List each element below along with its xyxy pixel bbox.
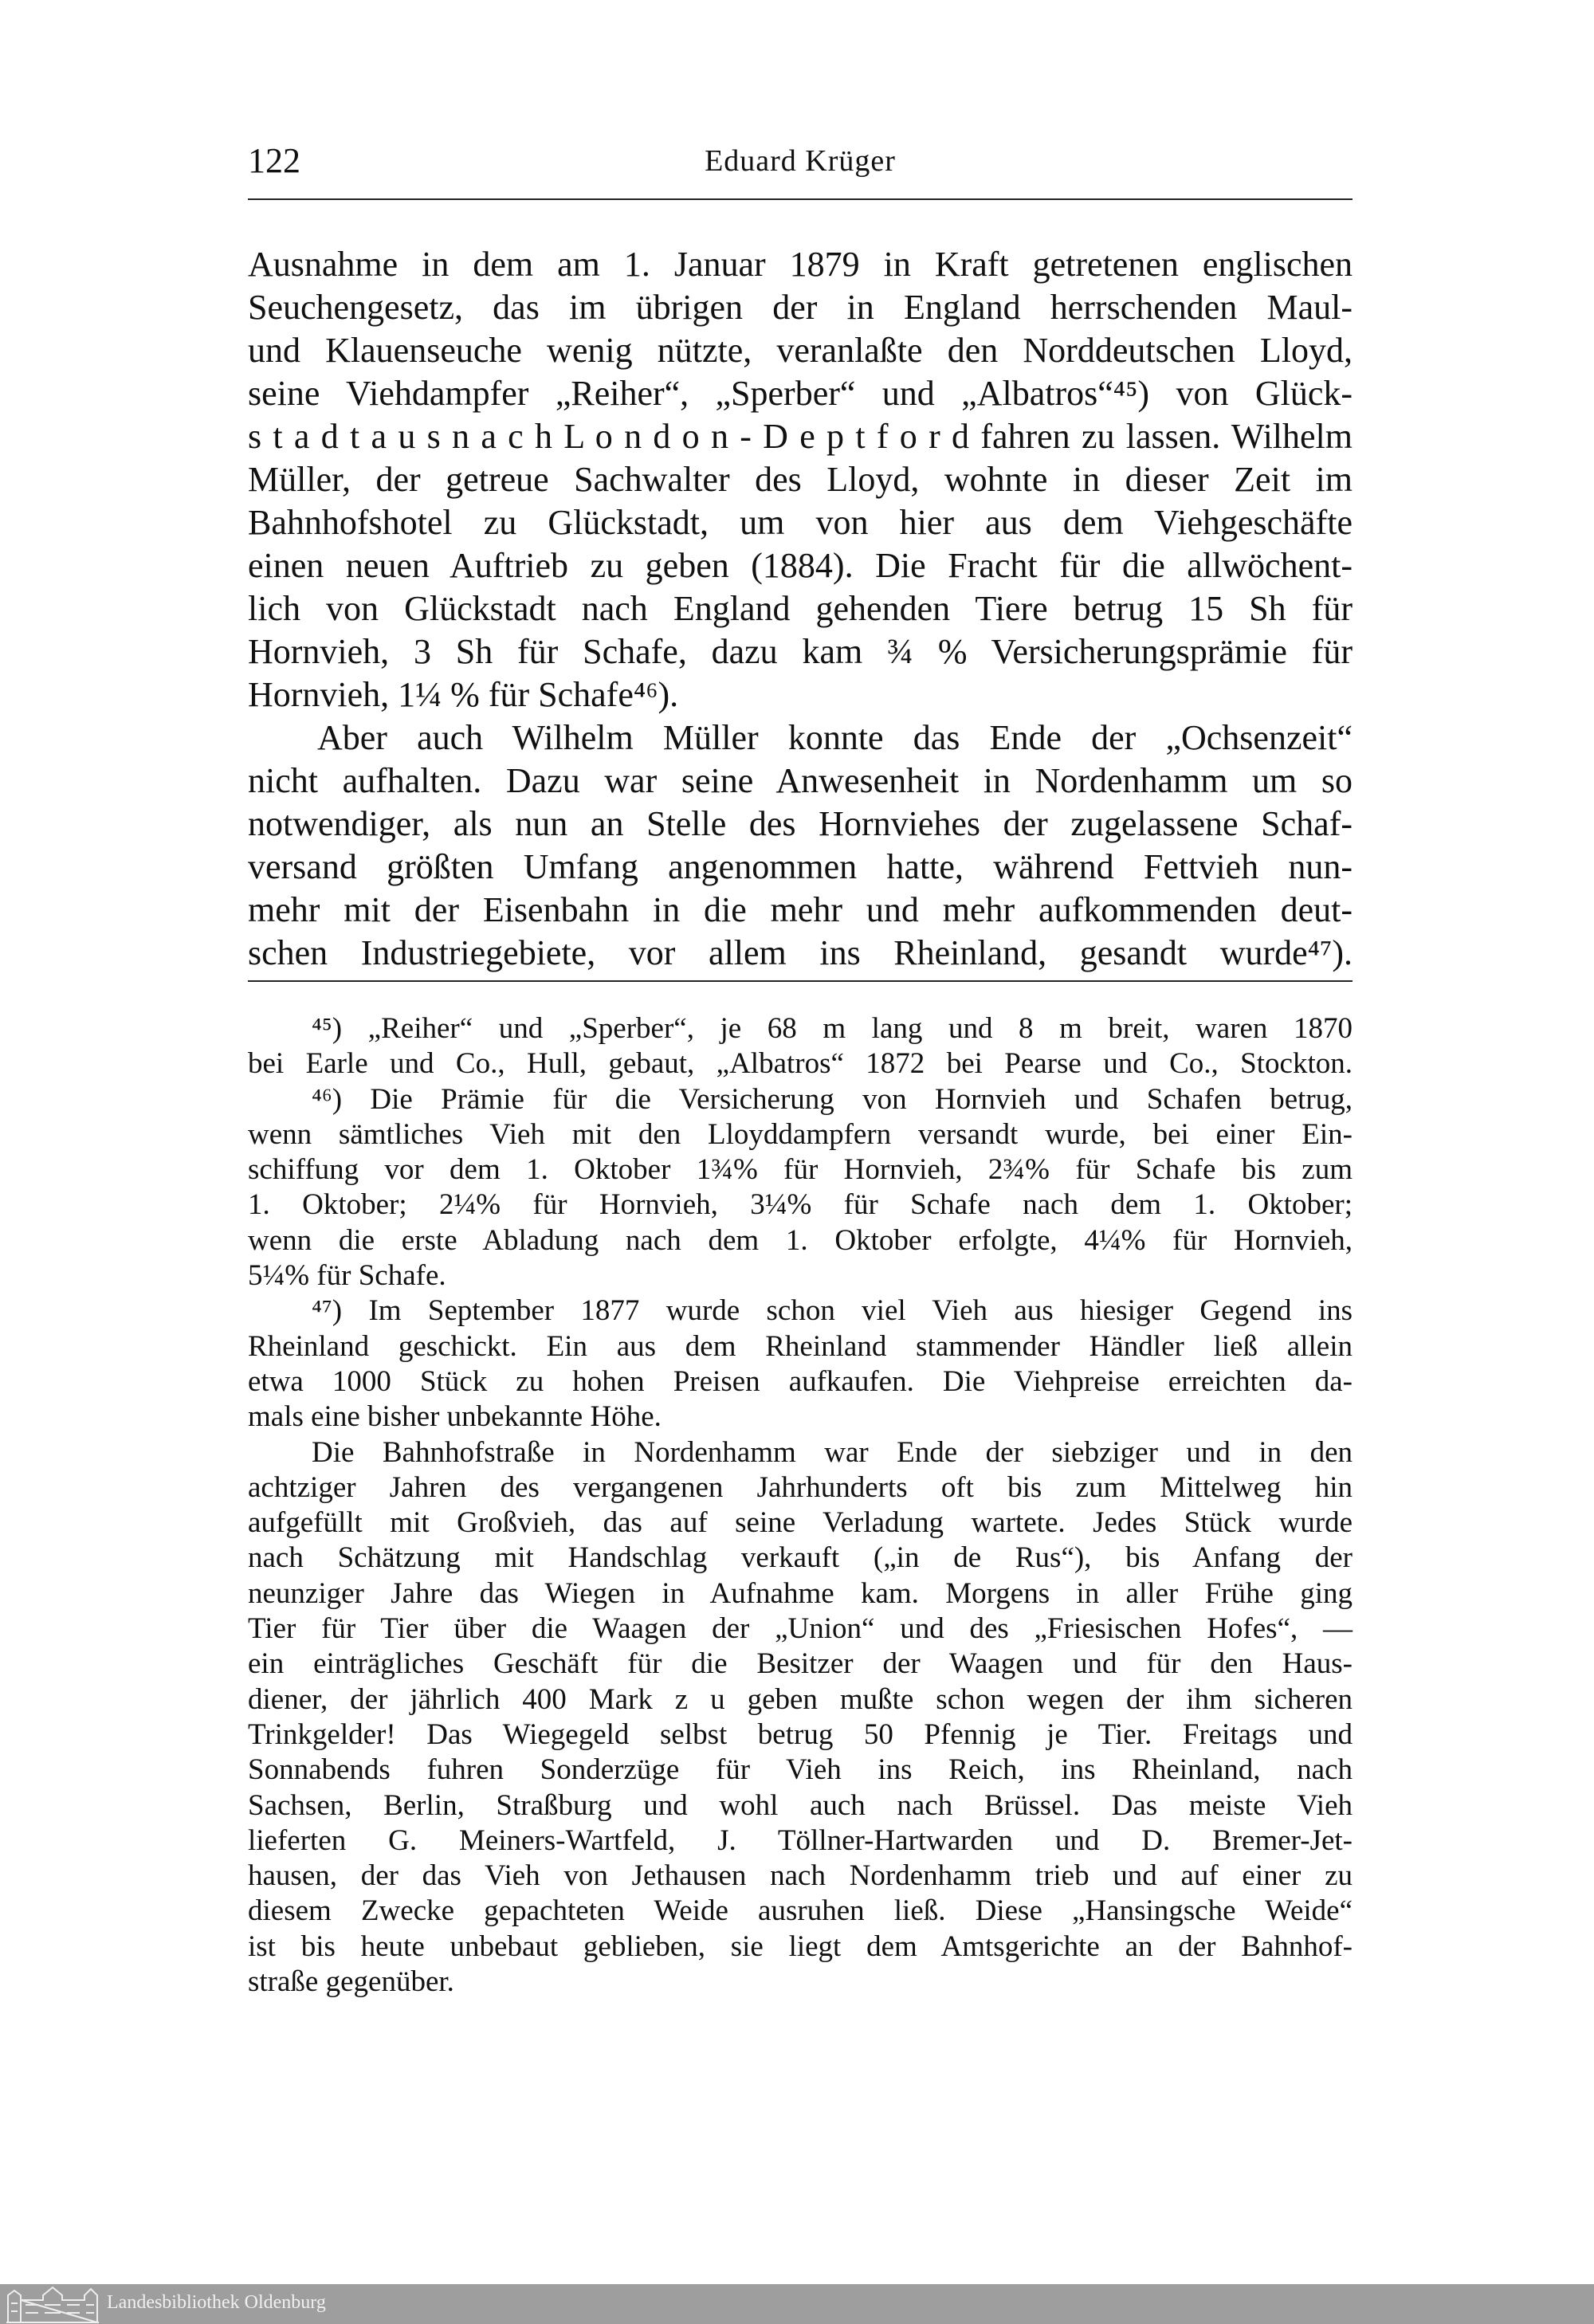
footnote-line: lieferten G. Meiners-Wartfeld, J. Töllner-Hartwarden und D. Bremer-Jet- — [248, 1823, 1353, 1857]
footnote-rule — [248, 980, 1353, 982]
body-text-line: versand größten Umfang angenommen hatte, während Fettvieh nun- — [248, 847, 1353, 886]
footnote-line: ist bis heute unbebaut geblieben, sie liegt dem Amtsgerichte an der Bahnhof- — [248, 1929, 1353, 1963]
page-number: 122 — [248, 141, 300, 180]
footnote-line: schiffung vor dem 1. Oktober 1¾% für Hornvieh, 2¾% für Schafe bis zum — [248, 1153, 1353, 1187]
body-text-line: Hornvieh, 3 Sh für Schafe, dazu kam ¾ % Versicherungsprämie für — [248, 632, 1353, 671]
footnote-line: aufgefüllt mit Großvieh, das auf seine Verladung wartete. Jedes Stück wurde — [248, 1506, 1353, 1540]
body-text-line: und Klauenseuche wenig nützte, veranlaßte den Norddeutschen Lloyd, — [248, 331, 1353, 370]
body-text-line: notwendiger, als nun an Stelle des Hornviehes der zugelassene Schaf- — [248, 804, 1353, 843]
library-name: Landesbibliothek Oldenburg — [107, 2292, 326, 2313]
library-building-logo-icon — [5, 2286, 100, 2324]
body-text-line: Aber auch Wilhelm Müller konnte das Ende der „Ochsenzeit“ — [317, 718, 1353, 757]
footnote-line: diesem Zwecke gepachteten Weide ausruhen ließ. Diese „Hansingsche Weide“ — [248, 1894, 1353, 1928]
page-header — [248, 140, 1353, 188]
footnote-line: Tier für Tier über die Waagen der „Union“ und des „Friesischen Hofes“, — — [248, 1612, 1353, 1646]
header-rule — [248, 198, 1353, 200]
footnote-line: Sonnabends fuhren Sonderzüge für Vieh ins Reich, ins Rheinland, nach — [248, 1753, 1353, 1787]
footnote-line: 5¼% für Schafe. — [248, 1259, 446, 1293]
footnote-line: Trinkgelder! Das Wiegegeld selbst betrug 50 Pfennig je Tier. Freitags und — [248, 1717, 1353, 1751]
body-text-line: s t a d t a u s n a c h L o n d o n - D e p t f o r d fahren zu lassen. Wilhelm — [248, 417, 1353, 456]
body-text-line: Seuchengesetz, das im übrigen der in England herrschenden Maul- — [248, 288, 1353, 327]
footnote-paragraph — [248, 1435, 1353, 2000]
footnote-line: ⁴⁶) Die Prämie für die Versicherung von Hornvieh und Schafen betrug, — [312, 1082, 1353, 1116]
footnote-line: wenn die erste Abladung nach dem 1. Oktober erfolgte, 4¼% für Hornvieh, — [248, 1223, 1353, 1257]
footnote-paragraph — [248, 1011, 1353, 1082]
footnote-line: Sachsen, Berlin, Straßburg und wohl auch nach Brüssel. Das meiste Vieh — [248, 1788, 1353, 1822]
footnote-line: Rheinland geschickt. Ein aus dem Rheinland stammender Händler ließ allein — [248, 1329, 1353, 1363]
body-text-line: einen neuen Auftrieb zu geben (1884). Die Fracht für die allwöchent- — [248, 546, 1353, 585]
body-text-line: Hornvieh, 1¼ % für Schafe⁴⁶). — [248, 675, 679, 714]
footnote-line: mals eine bisher unbekannte Höhe. — [248, 1400, 662, 1434]
body-text-paragraph — [248, 243, 1353, 716]
footnote-line: achtziger Jahren des vergangenen Jahrhunderts oft bis zum Mittelweg hin — [248, 1470, 1353, 1504]
footnote-line: Die Bahnhofstraße in Nordenhamm war Ende der siebziger und in den — [312, 1435, 1353, 1469]
footnote-paragraph — [248, 1294, 1353, 1435]
footnote-line: straße gegenüber. — [248, 1965, 454, 1999]
footnote-line: 1. Oktober; 2¼% für Hornvieh, 3¼% für Schafe nach dem 1. Oktober; — [248, 1188, 1353, 1222]
body-text-line: Bahnhofshotel zu Glückstadt, um von hier aus dem Viehgeschäfte — [248, 503, 1353, 542]
body-text-line: lich von Glückstadt nach England gehenden Tiere betrug 15 Sh für — [248, 589, 1353, 628]
footnote-line: wenn sämtliches Vieh mit den Lloyddampfern versandt wurde, bei einer Ein- — [248, 1117, 1353, 1151]
footnote-line: neunziger Jahre das Wiegen in Aufnahme kam. Morgens in aller Frühe ging — [248, 1576, 1353, 1610]
running-title: Eduard Krüger — [705, 144, 896, 178]
footnotes — [248, 1011, 1353, 2000]
footnote-line: ein einträgliches Geschäft für die Besitzer der Waagen und für den Haus- — [248, 1647, 1353, 1681]
body-text-paragraph — [248, 716, 1353, 975]
body-text-line: Müller, der getreue Sachwalter des Lloyd, wohnte in dieser Zeit im — [248, 460, 1353, 499]
body-text-line: mehr mit der Eisenbahn in die mehr und mehr aufkommenden deut- — [248, 890, 1353, 929]
footnote-line: diener, der jährlich 400 Mark z u geben mußte schon wegen der ihm sicheren — [248, 1682, 1353, 1716]
library-footer-bar — [0, 2284, 1594, 2324]
footnote-line: ⁴⁵) „Reiher“ und „Sperber“, je 68 m lang und 8 m breit, waren 1870 — [312, 1012, 1353, 1045]
body-text-line: schen Industriegebiete, vor allem ins Rheinland, gesandt wurde⁴⁷). — [248, 933, 1353, 972]
body-text-line: nicht aufhalten. Dazu war seine Anwesenheit in Nordenhamm um so — [248, 761, 1353, 800]
body-text-line: seine Viehdampfer „Reiher“, „Sperber“ und „Albatros“⁴⁵) von Glück- — [248, 374, 1353, 413]
footnote-line: nach Schätzung mit Handschlag verkauft („in de Rus“), bis Anfang der — [248, 1541, 1353, 1575]
footnote-line: bei Earle und Co., Hull, gebaut, „Albatros“ 1872 bei Pearse und Co., Stockton. — [248, 1047, 1353, 1081]
footnote-line: hausen, der das Vieh von Jethausen nach Nordenhamm trieb und auf einer zu — [248, 1859, 1353, 1893]
body-text-line: Ausnahme in dem am 1. Januar 1879 in Kraft getretenen englischen — [248, 245, 1353, 284]
footnote-line: etwa 1000 Stück zu hohen Preisen aufkaufen. Die Viehpreise erreichten da- — [248, 1364, 1353, 1398]
footnote-paragraph — [248, 1082, 1353, 1294]
footnote-line: ⁴⁷) Im September 1877 wurde schon viel Vieh aus hiesiger Gegend ins — [312, 1294, 1353, 1328]
main-text — [248, 243, 1353, 975]
